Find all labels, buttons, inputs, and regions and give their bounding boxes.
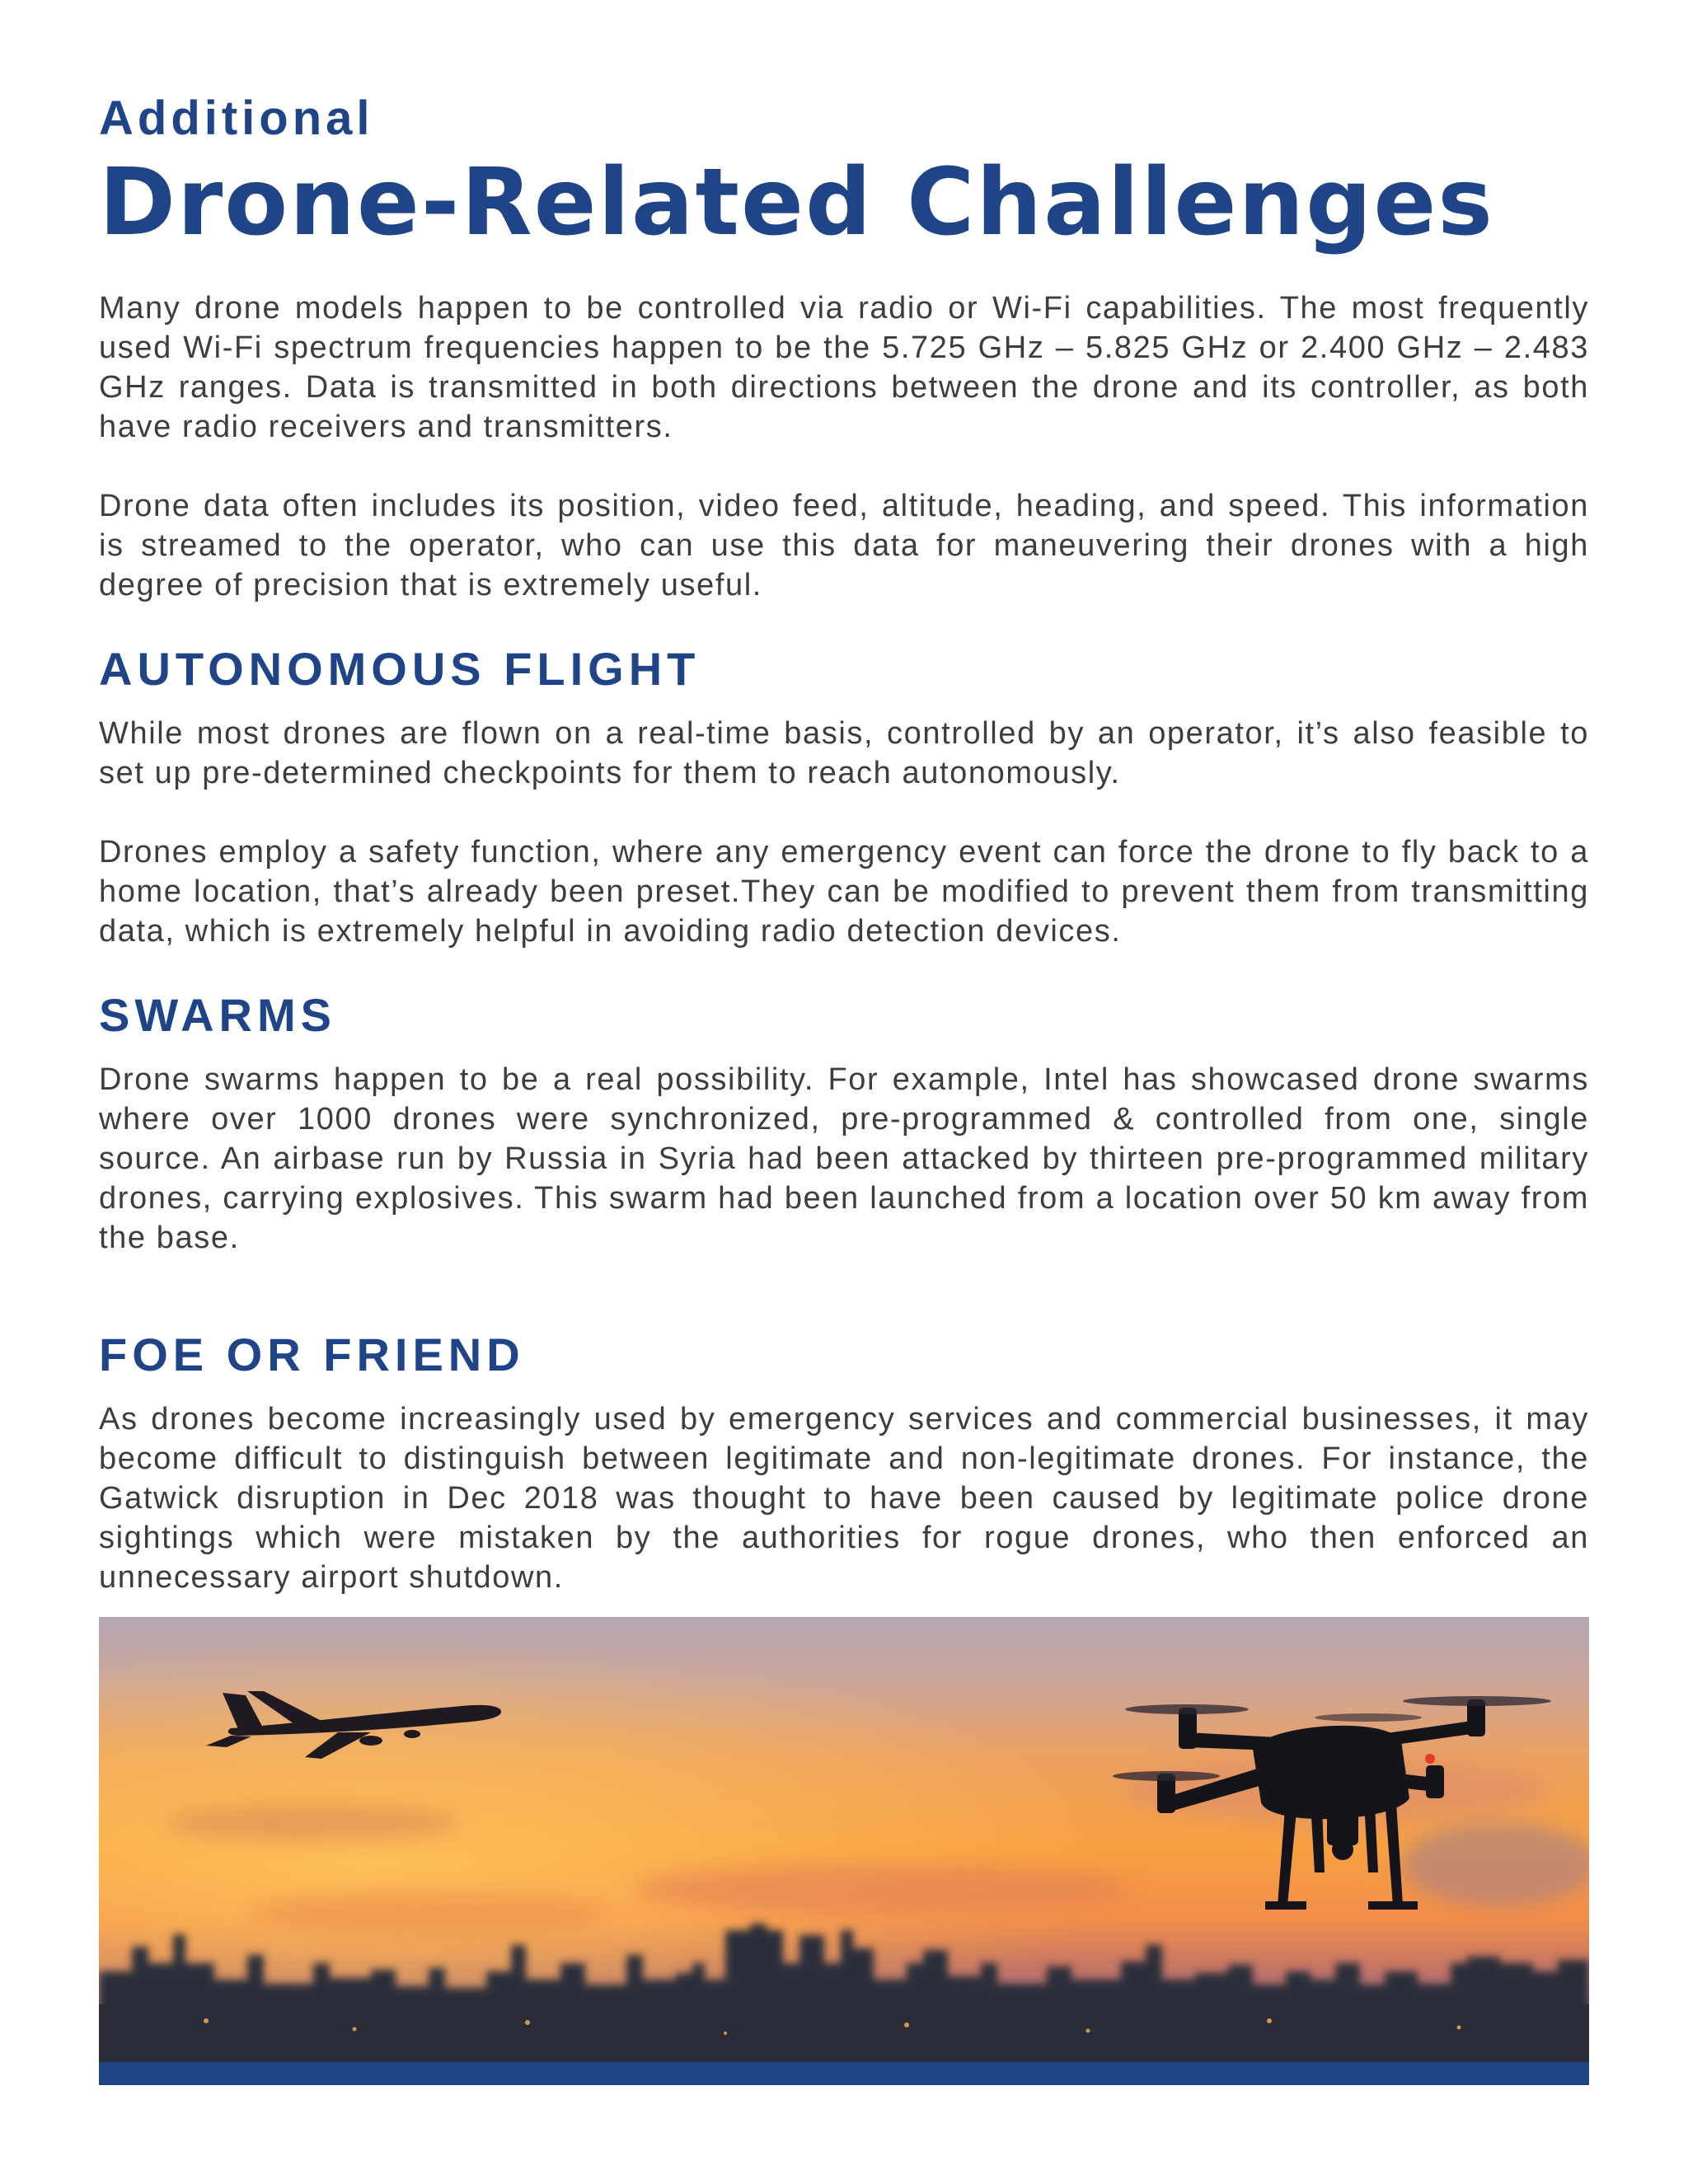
page-title: Drone-Related Challenges — [99, 149, 1494, 256]
autonomous-flight-paragraph-2: Drones employ a safety function, where any emergency event can force the drone to fly back to a home location, that’s already been preset.They can be modified to prevent them from transmitting data, which is extremely helpful in avoiding radio detection devices. — [99, 835, 1589, 949]
section-heading-foe-or-friend: FOE OR FRIEND — [99, 1329, 525, 1380]
page — [99, 92, 1589, 1597]
section-heading-swarms: SWARMS — [99, 989, 336, 1041]
footer-accent-bar — [99, 2062, 1589, 2085]
page-kicker: Additional — [99, 91, 374, 145]
intro-paragraph-2: Drone data often includes its position, video feed, altitude, heading, and speed. This information is streamed to the operator, who can use this data for maneuvering their drones with a high degree of precision that is extremely useful. — [99, 489, 1589, 602]
swarms-paragraph: Drone swarms happen to be a real possibility. For example, Intel has showcased drone swarms where over 1000 drones were synchronized, pre-programmed & controlled from one, single source. An airbase run by Russia in Syria had been attacked by thirteen pre-programmed military drones, carrying explosives. This swarm had been launched from a location over 50 km away from the base. — [99, 1062, 1589, 1255]
section-heading-autonomous-flight: AUTONOMOUS FLIGHT — [99, 643, 701, 695]
foe-or-friend-paragraph: As drones become increasingly used by emergency services and commercial businesses, it may become difficult to distinguish between legitimate and non-legitimate drones. For instance, the Gatwick disruption in Dec 2018 was thought to have been caused by legitimate police drone sightings which were mistaken by the authorities for rogue drones, who then enforced an unnecessary airport shutdown. — [99, 1402, 1589, 1595]
sunset-drone-photo — [99, 1617, 1589, 2062]
autonomous-flight-paragraph-1: While most drones are flown on a real-time basis, controlled by an operator, it’s also feasible to set up pre-determined checkpoints for them to reach autonomously. — [99, 716, 1589, 790]
intro-paragraph-1: Many drone models happen to be controlled via radio or Wi-Fi capabilities. The most frequently used Wi-Fi spectrum frequencies happen to be the 5.725 GHz – 5.825 GHz or 2.400 GHz – 2.483 GHz ranges. Data is transmitted in both directions between the drone and its controller, as both have radio receivers and transmitters. — [99, 291, 1589, 444]
